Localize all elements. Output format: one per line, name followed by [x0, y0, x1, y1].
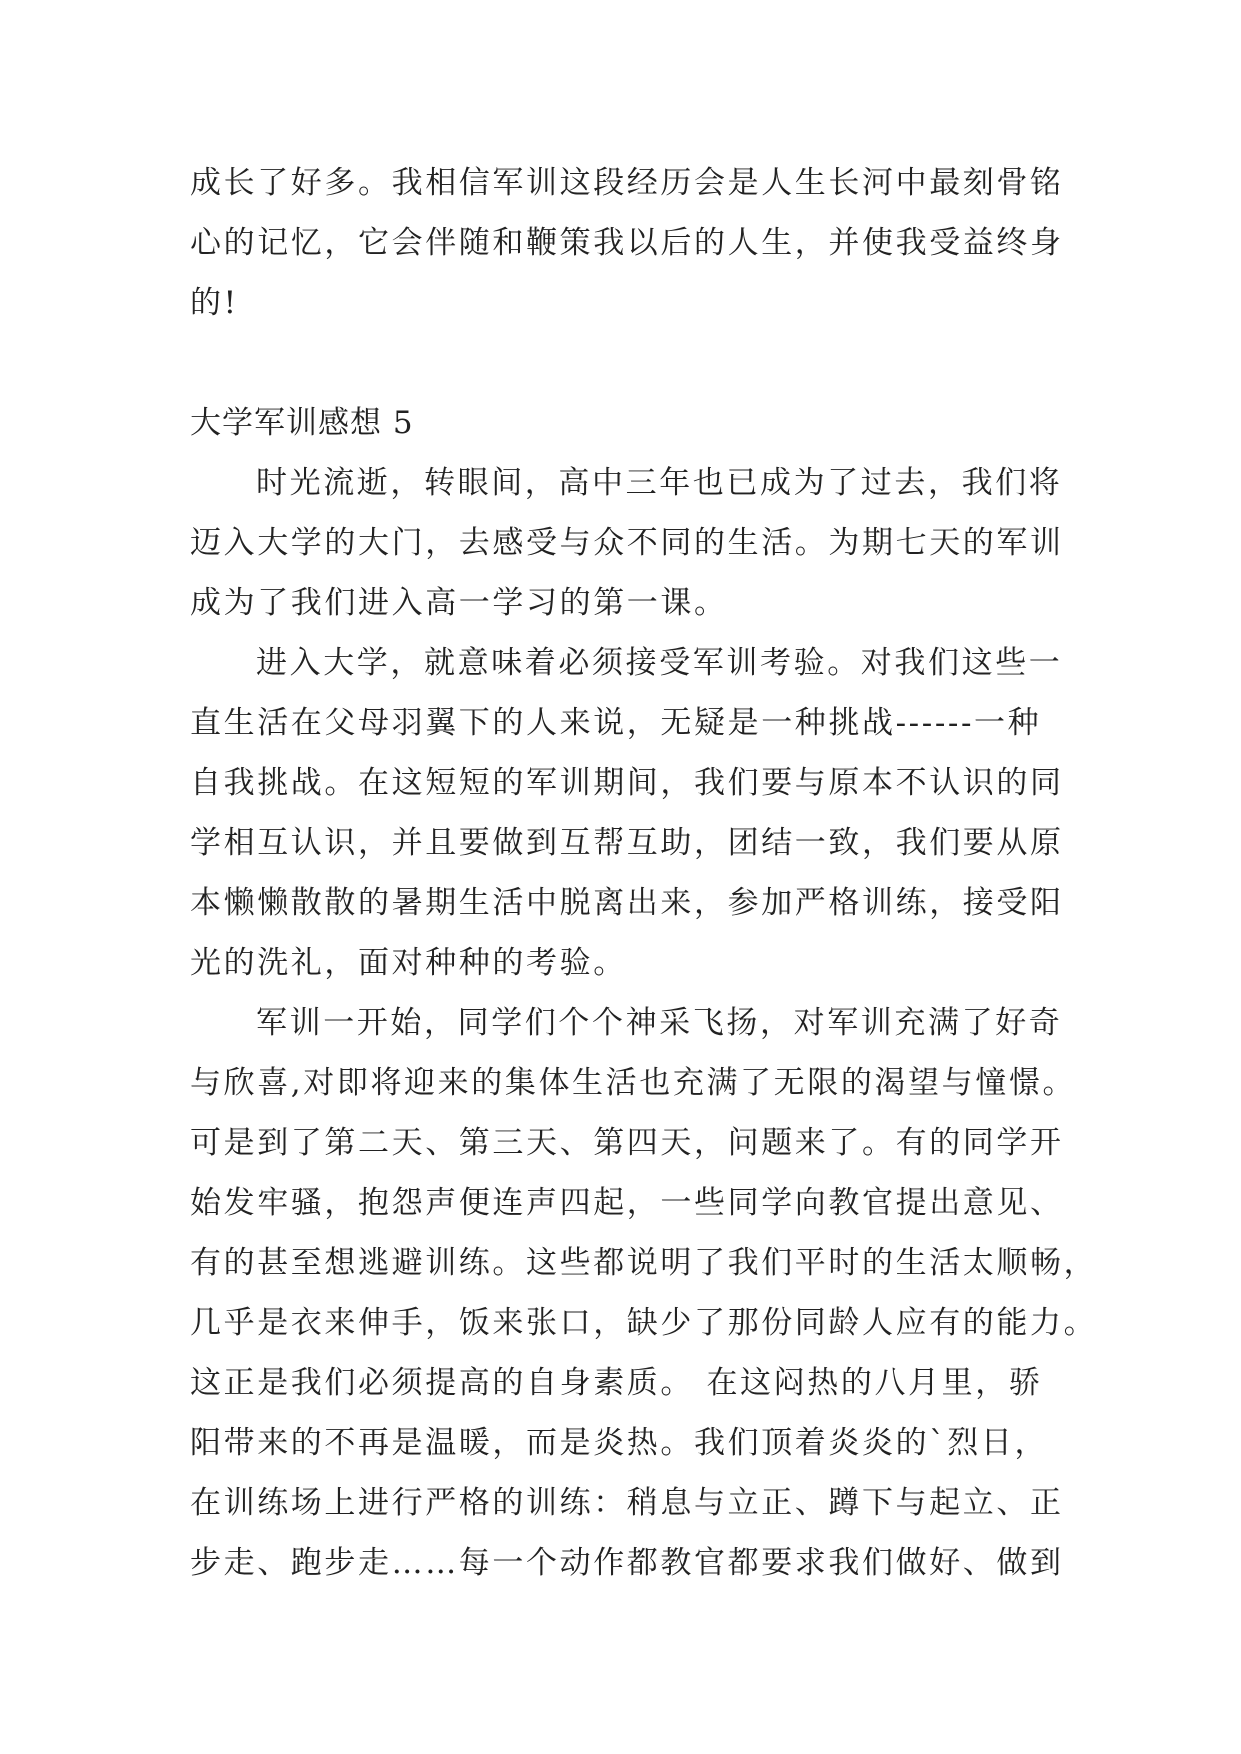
body-text-line: 学相互认识，并且要做到互帮互助，团结一致，我们要从原 — [190, 825, 1064, 861]
body-text-line: 始发牢骚，抱怨声便连声四起，一些同学向教官提出意见、 — [190, 1185, 1064, 1221]
body-text-line: 进入大学，就意味着必须接受军训考验。对我们这些一 — [256, 645, 1063, 681]
body-text-line: 心的记忆，它会伴随和鞭策我以后的人生，并使我受益终身 — [190, 225, 1064, 261]
body-text-line: 几乎是衣来伸手，饭来张口，缺少了那份同龄人应有的能力。 — [190, 1305, 1098, 1341]
body-text-line: 时光流逝，转眼间，高中三年也已成为了过去，我们将 — [256, 465, 1063, 501]
body-text-line: 可是到了第二天、第三天、第四天，问题来了。有的同学开 — [190, 1125, 1064, 1161]
body-text-line: 成为了我们进入高一学习的第一课。 — [190, 585, 728, 621]
body-text-line: 在训练场上进行严格的训练：稍息与立正、蹲下与起立、正 — [190, 1485, 1064, 1521]
body-text-line: 阳带来的不再是温暖，而是炎热。我们顶着炎炎的`烈日， — [190, 1425, 1049, 1461]
body-text-line: 本懒懒散散的暑期生活中脱离出来，参加严格训练，接受阳 — [190, 885, 1064, 921]
body-text-line: 与欣喜,对即将迎来的集体生活也充满了无限的渴望与憧憬。 — [190, 1065, 1077, 1101]
body-text-line: 光的洗礼，面对种种的考验。 — [190, 945, 627, 981]
section-heading: 大学军训感想 5 — [190, 405, 414, 441]
body-text-line: 直生活在父母羽翼下的人来说，无疑是一种挑战------一种 — [190, 705, 1042, 741]
body-text-line: 迈入大学的大门，去感受与众不同的生活。为期七天的军训 — [190, 525, 1064, 561]
body-text-line: 成长了好多。我相信军训这段经历会是人生长河中最刻骨铭 — [190, 165, 1064, 201]
body-text-line: 步走、跑步走……每一个动作都教官都要求我们做好、做到 — [190, 1545, 1064, 1581]
body-text-line: 军训一开始，同学们个个神采飞扬，对军训充满了好奇 — [256, 1005, 1063, 1041]
body-text-line: 自我挑战。在这短短的军训期间，我们要与原本不认识的同 — [190, 765, 1064, 801]
body-text-line: 的! — [190, 285, 239, 321]
body-text-line: 有的甚至想逃避训练。这些都说明了我们平时的生活太顺畅， — [190, 1245, 1098, 1281]
body-text-line: 这正是我们必须提高的自身素质。 在这闷热的八月里，骄 — [190, 1365, 1043, 1401]
